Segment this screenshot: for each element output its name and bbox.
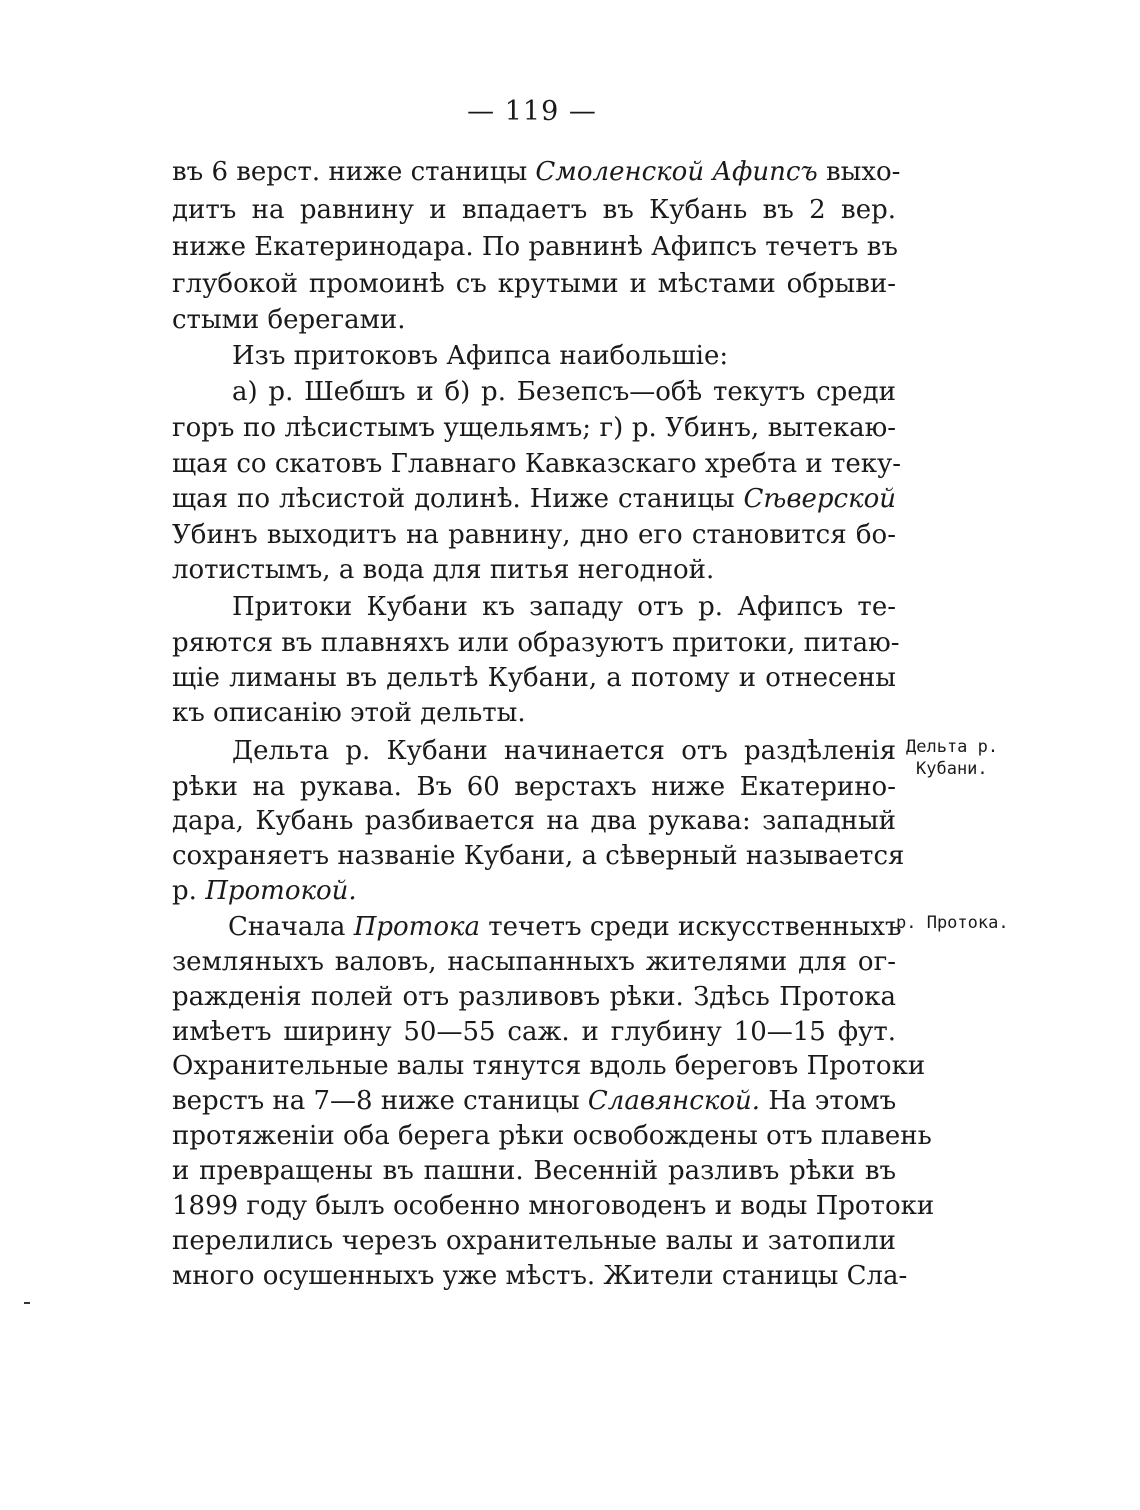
text-line: ряются въ плавняхъ или образуютъ притоки, питаю-: [172, 628, 900, 658]
text-line: ражденія полей отъ разливовъ рѣки. Здѣсь Протока: [172, 982, 896, 1012]
text-line: дара, Кубань разбивается на два рукава: западный: [172, 806, 896, 836]
text-line: щая по лѣсистой долинѣ. Ниже станицы Сѣверской: [172, 484, 896, 514]
text-line: лотистымъ, а вода для питья негодной.: [172, 555, 715, 585]
text-line: а) р. Шебшъ и б) р. Безепсъ—обѣ текутъ среди: [232, 377, 896, 407]
text-line: Притоки Кубани къ западу отъ р. Афипсъ те-: [232, 592, 896, 622]
text-line: щая со скатовъ Главнаго Кавказскаго хребта и теку-: [172, 449, 902, 479]
text-line: щіе лиманы въ дельтѣ Кубани, а потому и отнесены: [172, 663, 896, 693]
text-line: р. Протокой.: [172, 876, 357, 906]
text-line: ниже Екатеринодара. По равнинѣ Афипсъ течетъ въ: [172, 232, 898, 262]
text-line: сохраняетъ названіе Кубани, а сѣверный называется: [172, 841, 905, 871]
text-line: Убинъ выходитъ на равнину, дно его становится бо-: [172, 520, 896, 550]
text-line: имѣетъ ширину 50—55 саж. и глубину 10—15 фут.: [172, 1017, 896, 1047]
page-number: — 119 —: [467, 96, 597, 127]
text-line: глубокой промоинѣ съ крутыми и мѣстами обрыви-: [172, 269, 896, 299]
text-line: стыми берегами.: [172, 305, 406, 335]
text-line: дитъ на равнину и впадаетъ въ Кубань въ 2 вер.: [172, 195, 896, 225]
text-line: и превращены въ пашни. Весенній разливъ рѣки въ: [172, 1156, 896, 1186]
text-line: рѣки на рукава. Въ 60 верстахъ ниже Екатерино-: [172, 772, 896, 802]
text-line: Сначала Протока течетъ среди искусственныхъ: [228, 912, 902, 942]
text-line: горъ по лѣсистымъ ущельямъ; г) р. Убинъ, вытекаю-: [172, 413, 896, 443]
margin-note-line: р. Протока.: [896, 913, 1009, 933]
text-line: верстъ на 7—8 ниже станицы Славянской. На этомъ: [172, 1086, 897, 1116]
print-speck: [24, 1302, 30, 1304]
margin-note-protoka: [896, 912, 1009, 934]
text-line: много осушенныхъ уже мѣстъ. Жители станицы Сла-: [172, 1261, 908, 1291]
text-line: въ 6 верст. ниже станицы Смоленской Афипсъ выхо-: [172, 157, 901, 187]
text-line: перелились черезъ охранительные валы и затопили: [172, 1226, 896, 1256]
margin-note-line: Дельта р.: [906, 737, 999, 757]
text-line: 1899 году былъ особенно многоводенъ и воды Протоки: [172, 1191, 935, 1221]
text-line: Дельта р. Кубани начинается отъ раздѣленія: [232, 736, 896, 766]
margin-note-delta: [906, 736, 998, 780]
margin-note-line: Кубани.: [916, 759, 988, 779]
text-line: Охранительные валы тянутся вдоль береговъ Протоки: [172, 1051, 926, 1081]
text-line: къ описанію этой дельты.: [172, 698, 526, 728]
text-line: земляныхъ валовъ, насыпанныхъ жителями для ог-: [172, 947, 896, 977]
text-line: Изъ притоковъ Афипса наибольшіе:: [232, 341, 729, 371]
text-line: протяженіи оба берега рѣки освобождены отъ плавень: [172, 1121, 932, 1151]
